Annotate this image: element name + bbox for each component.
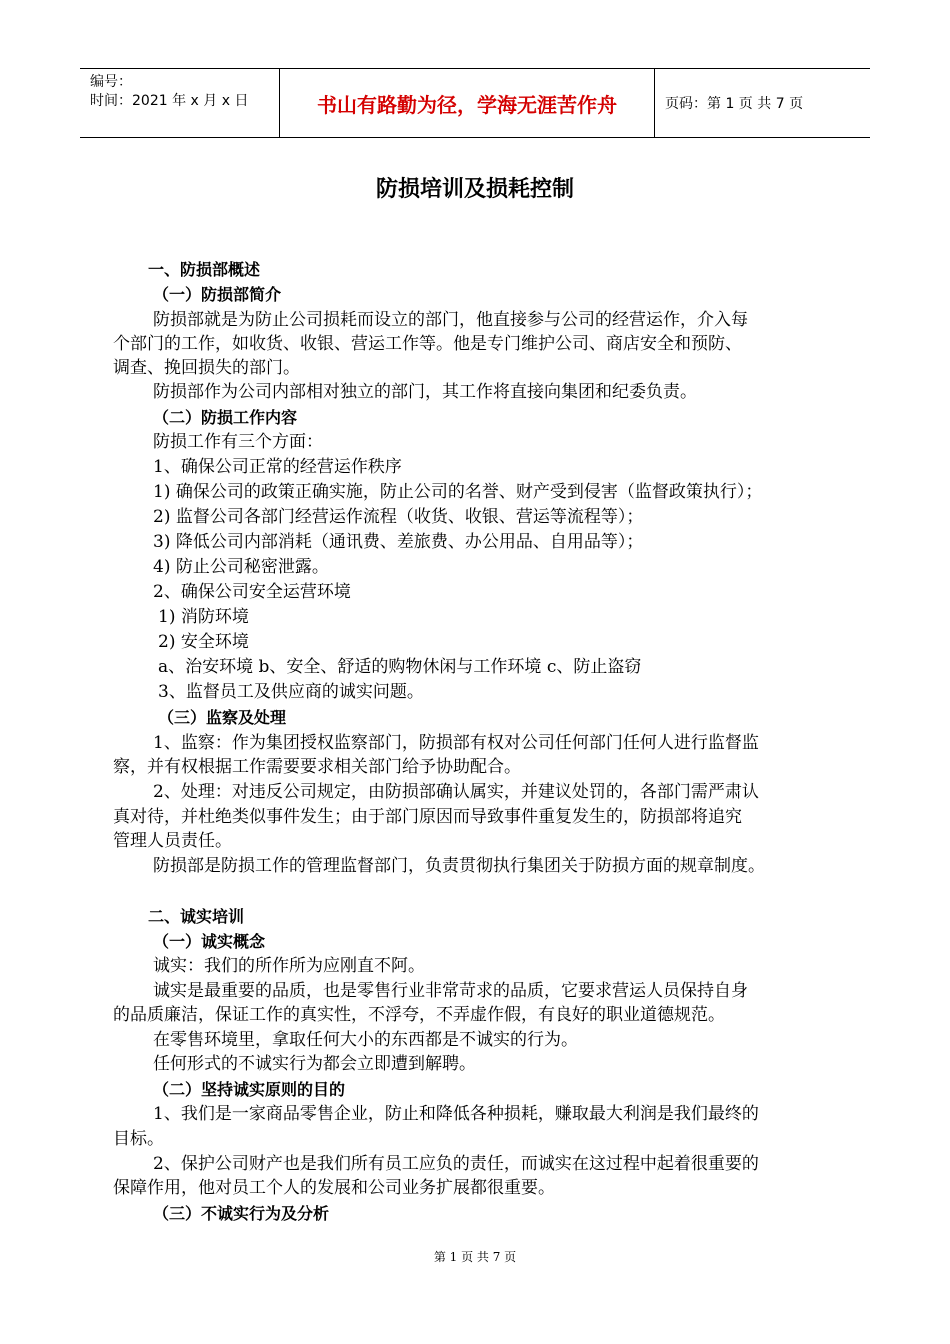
paragraph-line: 防损部作为公司内部相对独立的部门，其工作将直接向集团和纪委负责。 [153, 382, 697, 402]
paragraph-line: 1、我们是一家商品零售企业，防止和降低各种损耗，赚取最大利润是我们最终的 [153, 1104, 759, 1124]
header-motto: 书山有路勤为径，学海无涯苦作舟 [280, 69, 655, 137]
paragraph-line: 1、监察：作为集团授权监察部门，防损部有权对公司任何部门任何人进行监督监 [153, 733, 759, 753]
list-item: 3) 降低公司内部消耗（通讯费、差旅费、办公用品、自用品等）； [153, 532, 644, 552]
paragraph-line: 防损工作有三个方面： [153, 432, 323, 452]
paragraph-line: 防损部就是为防止公司损耗而设立的部门，他直接参与公司的经营运作，介入每 [153, 310, 748, 330]
section-heading: 二、诚实培训 [148, 907, 245, 926]
document-title: 防损培训及损耗控制 [375, 177, 574, 202]
header-page-info: 页码：第 1 页 共 7 页 [665, 96, 804, 112]
paragraph-line: 真对待，并杜绝类似事件发生；由于部门原因而导致事件重复发生的，防损部将追究 [113, 807, 742, 827]
subsection-heading: （三）不诚实行为及分析 [153, 1204, 330, 1223]
paragraph-line: 的品质廉洁，保证工作的真实性，不浮夸，不弄虚作假，有良好的职业道德规范。 [113, 1005, 725, 1025]
paragraph-line: 2、处理：对违反公司规定，由防损部确认属实，并建议处罚的，各部门需严肃认 [153, 782, 759, 802]
paragraph-line: 察，并有权根据工作需要要求相关部门给予协助配合。 [113, 757, 521, 777]
paragraph-line: 防损部是防损工作的管理监督部门，负责贯彻执行集团关于防损方面的规章制度。 [153, 856, 765, 876]
list-item: 3、监督员工及供应商的诚实问题。 [158, 682, 424, 702]
subsection-heading: （一）诚实概念 [153, 932, 266, 951]
list-item: 2) 安全环境 [158, 632, 249, 652]
paragraph-line: 任何形式的不诚实行为都会立即遭到解聘。 [153, 1054, 476, 1074]
list-item: 1、确保公司正常的经营运作秩序 [153, 457, 402, 477]
subsection-heading: （三）监察及处理 [158, 708, 287, 727]
paragraph-line: 保障作用，他对员工个人的发展和公司业务扩展都很重要。 [113, 1178, 555, 1198]
subsection-heading: （二）坚持诚实原则的目的 [153, 1080, 346, 1099]
list-item: 2、确保公司安全运营环境 [153, 582, 351, 602]
paragraph-line: 在零售环境里，拿取任何大小的东西都是不诚实的行为。 [153, 1030, 578, 1050]
header-meta [80, 69, 280, 137]
list-item: 4) 防止公司秘密泄露。 [153, 557, 329, 577]
paragraph-line: 管理人员责任。 [113, 831, 232, 851]
number-label: 编号： [90, 74, 132, 90]
list-item: 1) 确保公司的政策正确实施，防止公司的名誉、财产受到侵害（监督政策执行）； [153, 482, 763, 502]
paragraph-line: 调查、挽回损失的部门。 [113, 358, 300, 378]
paragraph-line: 诚实：我们的所作所为应刚直不阿。 [153, 956, 425, 976]
page-header [80, 68, 870, 138]
paragraph-line: 2、保护公司财产也是我们所有员工应负的责任，而诚实在这过程中起着很重要的 [153, 1154, 759, 1174]
list-item: a、治安环境 b、安全、舒适的购物休闲与工作环境 c、防止盗窃 [158, 657, 642, 677]
paragraph-line: 个部门的工作，如收货、收银、营运工作等。他是专门维护公司、商店安全和预防、 [113, 334, 742, 354]
paragraph-line: 诚实是最重要的品质，也是零售行业非常苛求的品质，它要求营运人员保持自身 [153, 981, 748, 1001]
list-item: 1) 消防环境 [158, 607, 249, 627]
list-item: 2) 监督公司各部门经营运作流程（收货、收银、营运等流程等）； [153, 507, 644, 527]
date-label: 时间：2021 年 x 月 x 日 [90, 93, 249, 109]
subsection-heading: （一）防损部简介 [153, 285, 282, 304]
paragraph-line: 目标。 [113, 1129, 164, 1149]
subsection-heading: （二）防损工作内容 [153, 408, 298, 427]
page-footer: 第 1 页 共 7 页 [433, 1250, 517, 1264]
section-heading: 一、防损部概述 [148, 260, 261, 279]
